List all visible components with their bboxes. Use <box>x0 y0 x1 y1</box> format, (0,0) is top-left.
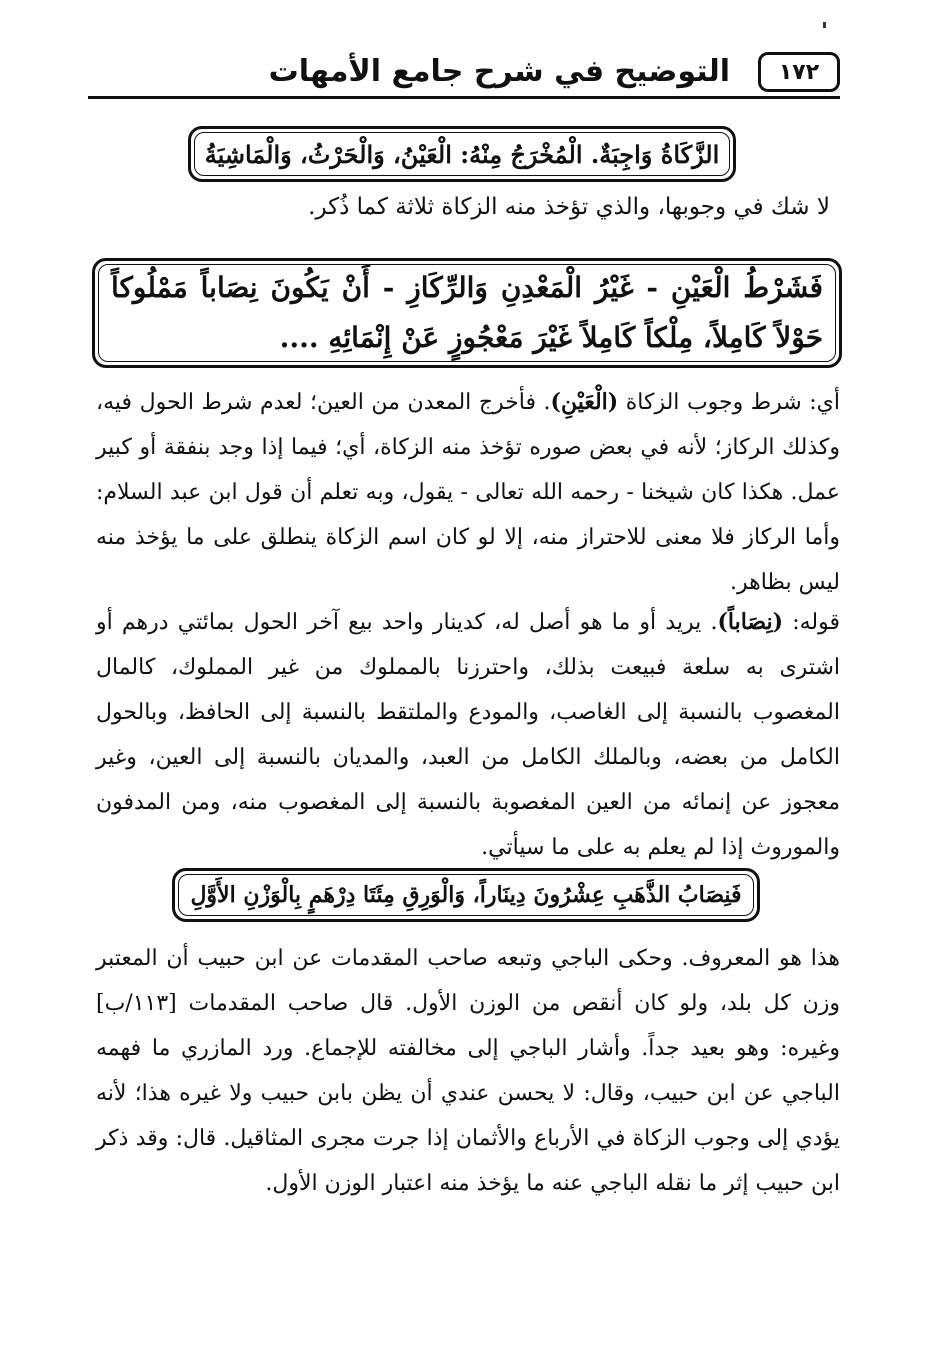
quoted-term: (الْعَيْنِ) <box>550 389 619 415</box>
commentary-paragraph-3: هذا هو المعروف. وحكى الباجي وتبعه صاحب المقدمات عن ابن حبيب أن المعتبر وزن كل بلد، ولو كان أنقص من الوزن الأول. قال صاحب المقدمات [١١٣/ب] وغيره: وهو بعيد جداً. وأشار الباجي إلى مخالفته للإجماع. ورد المازري ما فهمه الباجي عن ابن حبيب، وقال: لا يحسن عندي أن يظن بابن حبيب ولا غيره هذا؛ لأنه يؤدي إلى وجوب الزكاة في الأرباع والأثمان إذا جرت مجرى المثاقيل. قال: وقد ذكر ابن حبيب إثر ما نقله الباجي عنه ما يؤخذ منه اعتبار الوزن الأول. <box>96 946 840 1196</box>
paragraph-text: . فأخرج المعدن من العين؛ لعدم شرط الحول فيه، وكذلك الركاز؛ لأنه في بعض صوره تؤخذ منه الزكاة، أي؛ فيما إذا وجد بنفقة أو كبير عمل. هكذا كان شيخنا - رحمه الله تعالى - يقول، وبه تعلم أن قول ابن عبد السلام: وأما الركاز فلا معنى للاحتراز منه، إلا لو كان اسم الزكاة ينطلق على ما يؤخذ منه ليس بظاهر. <box>96 390 840 595</box>
paragraph-text: . يريد أو ما هو أصل له، كدينار واحد بيع آخر الحول بمائتي درهم أو اشترى به سلعة فبيعت بذلك، واحترزنا بالمملوك من غير المملوك، كالمال المغصوب بالنسبة إلى الغاصب، والمودع والملتقط بالنسبة إلى الحافظ، وبالحول الكامل من بعضه، وبالملك الكامل من العبد، والمديان بالنسبة إلى العين، وغير معجوز عن إنمائه من العين المغصوبة بالنسبة إلى المغصوب منه، ومن المدفون والموروث إذا لم يعلم به على ما سيأتي. <box>96 610 840 860</box>
running-title: التوضيح في شرح جامع الأمهات <box>268 54 730 89</box>
running-header <box>88 50 840 102</box>
scan-mark <box>823 22 826 28</box>
header-rule <box>88 96 840 99</box>
paragraph-start: قوله: <box>792 610 840 635</box>
commentary-paragraph-1 <box>96 380 840 605</box>
matn-box-ayn-conditions <box>92 258 842 368</box>
commentary-paragraph-2 <box>96 600 840 870</box>
matn-text: فَشَرْطُ الْعَيْنِ - غَيْرُ الْمَعْدِنِ وَالرِّكَازِ - أَنْ يَكُونَ نِصَاباً مَمْلُوكاً حَوْلاً كَامِلاً، مِلْكاً كَامِلاً غَيْرَ مَعْجُوزٍ عَنْ إِنْمَائِهِ .... <box>111 271 823 354</box>
intro-paragraph: لا شك في وجوبها، والذي تؤخذ منه الزكاة ثلاثة كما ذُكر. <box>308 194 830 220</box>
quoted-term: (نِصَاباً) <box>717 609 784 635</box>
matn-box-nisab <box>172 868 760 922</box>
matn-box-zakat <box>188 126 736 182</box>
matn-text: فَنِصَابُ الذَّهَبِ عِشْرُونَ دِينَاراً، وَالْوَرِقِ مِئَتَا دِرْهَمٍ بِالْوَزْنِ الأَوَّلِ <box>190 882 742 908</box>
paragraph-start: أي: شرط وجوب الزكاة <box>625 390 840 415</box>
page-number: ١٧٢ <box>758 52 840 92</box>
matn-text: الزَّكَاةُ وَاجِبَةٌ. الْمُخْرَجُ مِنْهُ: الْعَيْنُ، وَالْحَرْثُ، وَالْمَاشِيَةُ <box>204 139 720 169</box>
